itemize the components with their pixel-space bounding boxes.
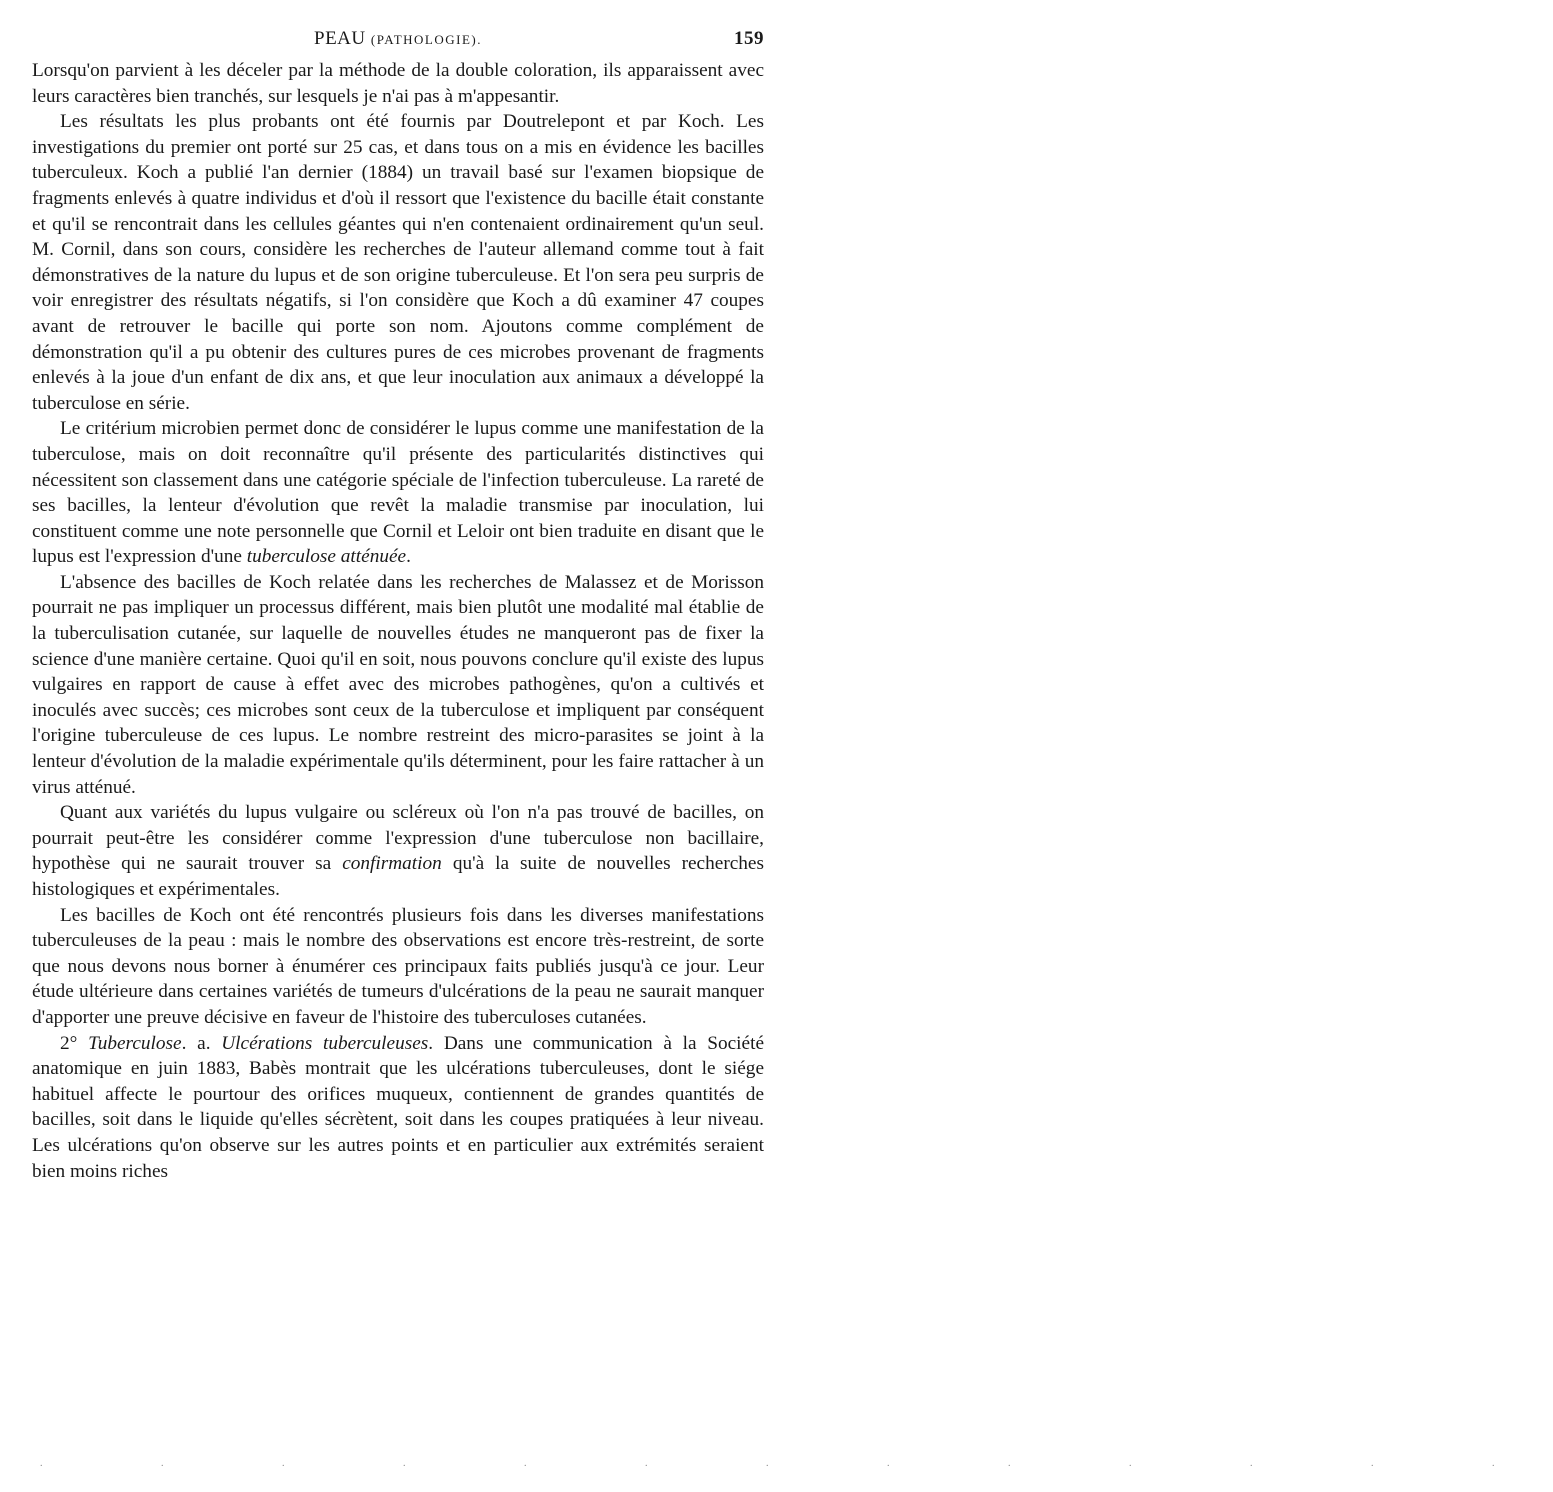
text-run: Les résultats les plus probants ont été fournis par Doutrelepont et par Koch. Les investigations du premier ont porté sur 25 cas, et dans tous on a mis en évidence les bacilles tuberculeux. Koch a publié l'an dernier (1884) un travail basé sur l'examen biopsique de fragments enlevés à quatre individus et d'où il ressort que l'existence du bacille était constante et qu'il se rencontrait dans les cellules géantes qui n'en contenaient ordinairement qu'un seul. M. Cornil, dans son cours, considère les recherches de l'auteur allemand comme tout à fait démonstratives de la nature du lupus et de son origine tuberculeuse. Et l'on sera peu surpris de voir enregistrer des résultats négatifs, si l'on considère que Koch a dû examiner 47 coupes avant de retrouver le bacille qui porte son nom. Ajoutons comme complément de démonstration qu'il a pu obtenir des cultures pures de ces microbes provenant de fragments enlevés à la joue d'un enfant de dix ans, et que leur inoculation aux animaux a développé la tuberculose en série. [32, 111, 764, 414]
body-text [32, 58, 764, 1184]
running-head [32, 28, 764, 58]
text-run: . Dans une communication à la Société anatomique en juin 1883, Babès montrait que les ulcérations tuberculeuses, dont le siége habituel affecte le pourtour des orifices muqueux, contiennent de grandes quantités de bacilles, soit dans le liquide qu'elles sécrètent, soit dans les coupes pratiquées à leur niveau. Les ulcérations qu'on observe sur les autres points et en particulier aux extrémités seraient bien moins riches [32, 1032, 764, 1182]
page-number: 159 [734, 28, 764, 49]
paragraph [32, 58, 764, 109]
text-run: 2° [60, 1032, 89, 1054]
text-run: Lorsqu'on parvient à les déceler par la méthode de la double coloration, ils apparaissent avec leurs caractères bien tranchés, sur lesquels je n'ai pas à m'appesantir. [32, 60, 764, 107]
italic-phrase: Ulcérations tuberculeuses [221, 1032, 429, 1054]
decorative-dots: . . . . . . . . . . . . . [40, 1458, 1553, 1469]
text-run: Le critérium microbien permet donc de considérer le lupus comme une manifestation de la tuberculose, mais on doit reconnaître qu'il présente des particularités distinctives qui nécessitent son classement dans une catégorie spéciale de l'infection tuberculeuse. La rareté de ses bacilles, la lenteur d'évolution que revêt la maladie transmise par inoculation, lui constituent comme une note personnelle que Cornil et Leloir ont bien traduite en disant que le lupus est l'expression d'une [32, 418, 764, 568]
paragraph [32, 800, 764, 902]
italic-phrase: Tuberculose [88, 1032, 182, 1054]
paragraph [32, 570, 764, 800]
paragraph [32, 1031, 764, 1185]
paragraph [32, 109, 764, 416]
text-run: L'absence des bacilles de Koch relatée dans les recherches de Malassez et de Morisson pourrait ne pas impliquer un processus différent, mais bien plutôt une modalité mal établie de la tuberculisation cutanée, sur laquelle de nouvelles études ne manqueront pas de fixer la science d'une manière certaine. Quoi qu'il en soit, nous pouvons conclure qu'il existe des lupus vulgaires en rapport de cause à effet avec des microbes pathogènes, qu'on a cultivés et inoculés avec succès; ces microbes sont ceux de la tuberculose et impliquent par conséquent l'origine tuberculeuse de ces lupus. Le nombre restreint des micro-parasites se joint à la lenteur d'évolution de la maladie expérimentale qu'ils déterminent, pour les faire rattacher à un virus atténué. [32, 571, 764, 798]
paragraph [32, 416, 764, 570]
running-title-main: PEAU [314, 28, 366, 49]
text-run: . a. [181, 1032, 222, 1054]
page [32, 28, 764, 1184]
running-title [32, 28, 764, 50]
text-run: qu'à la suite de nouvelles recherches histologiques et expérimentales. [32, 853, 764, 900]
italic-phrase: tuberculose atténuée [246, 546, 407, 568]
text-run: Quant aux variétés du lupus vulgaire ou scléreux où l'on n'a pas trouvé de bacilles, on pourrait peut-être les considérer comme l'expression d'une tuberculose non bacillaire, hypothèse qui ne saurait trouver sa [32, 802, 764, 875]
text-run: Les bacilles de Koch ont été rencontrés plusieurs fois dans les diverses manifestations tuberculeuses de la peau : mais le nombre des observations est encore très-restreint, de sorte que nous devons nous borner à énumérer ces principaux faits publiés jusqu'à ce jour. Leur étude ultérieure dans certaines variétés de tumeurs d'ulcérations de la peau ne saurait manquer d'apporter une preuve décisive en faveur de l'histoire des tuberculoses cutanées. [32, 904, 764, 1028]
text-run: . [406, 546, 411, 568]
running-title-sub: (PATHOLOGIE). [370, 32, 482, 47]
paragraph [32, 903, 764, 1031]
italic-phrase: confirmation [342, 853, 442, 875]
